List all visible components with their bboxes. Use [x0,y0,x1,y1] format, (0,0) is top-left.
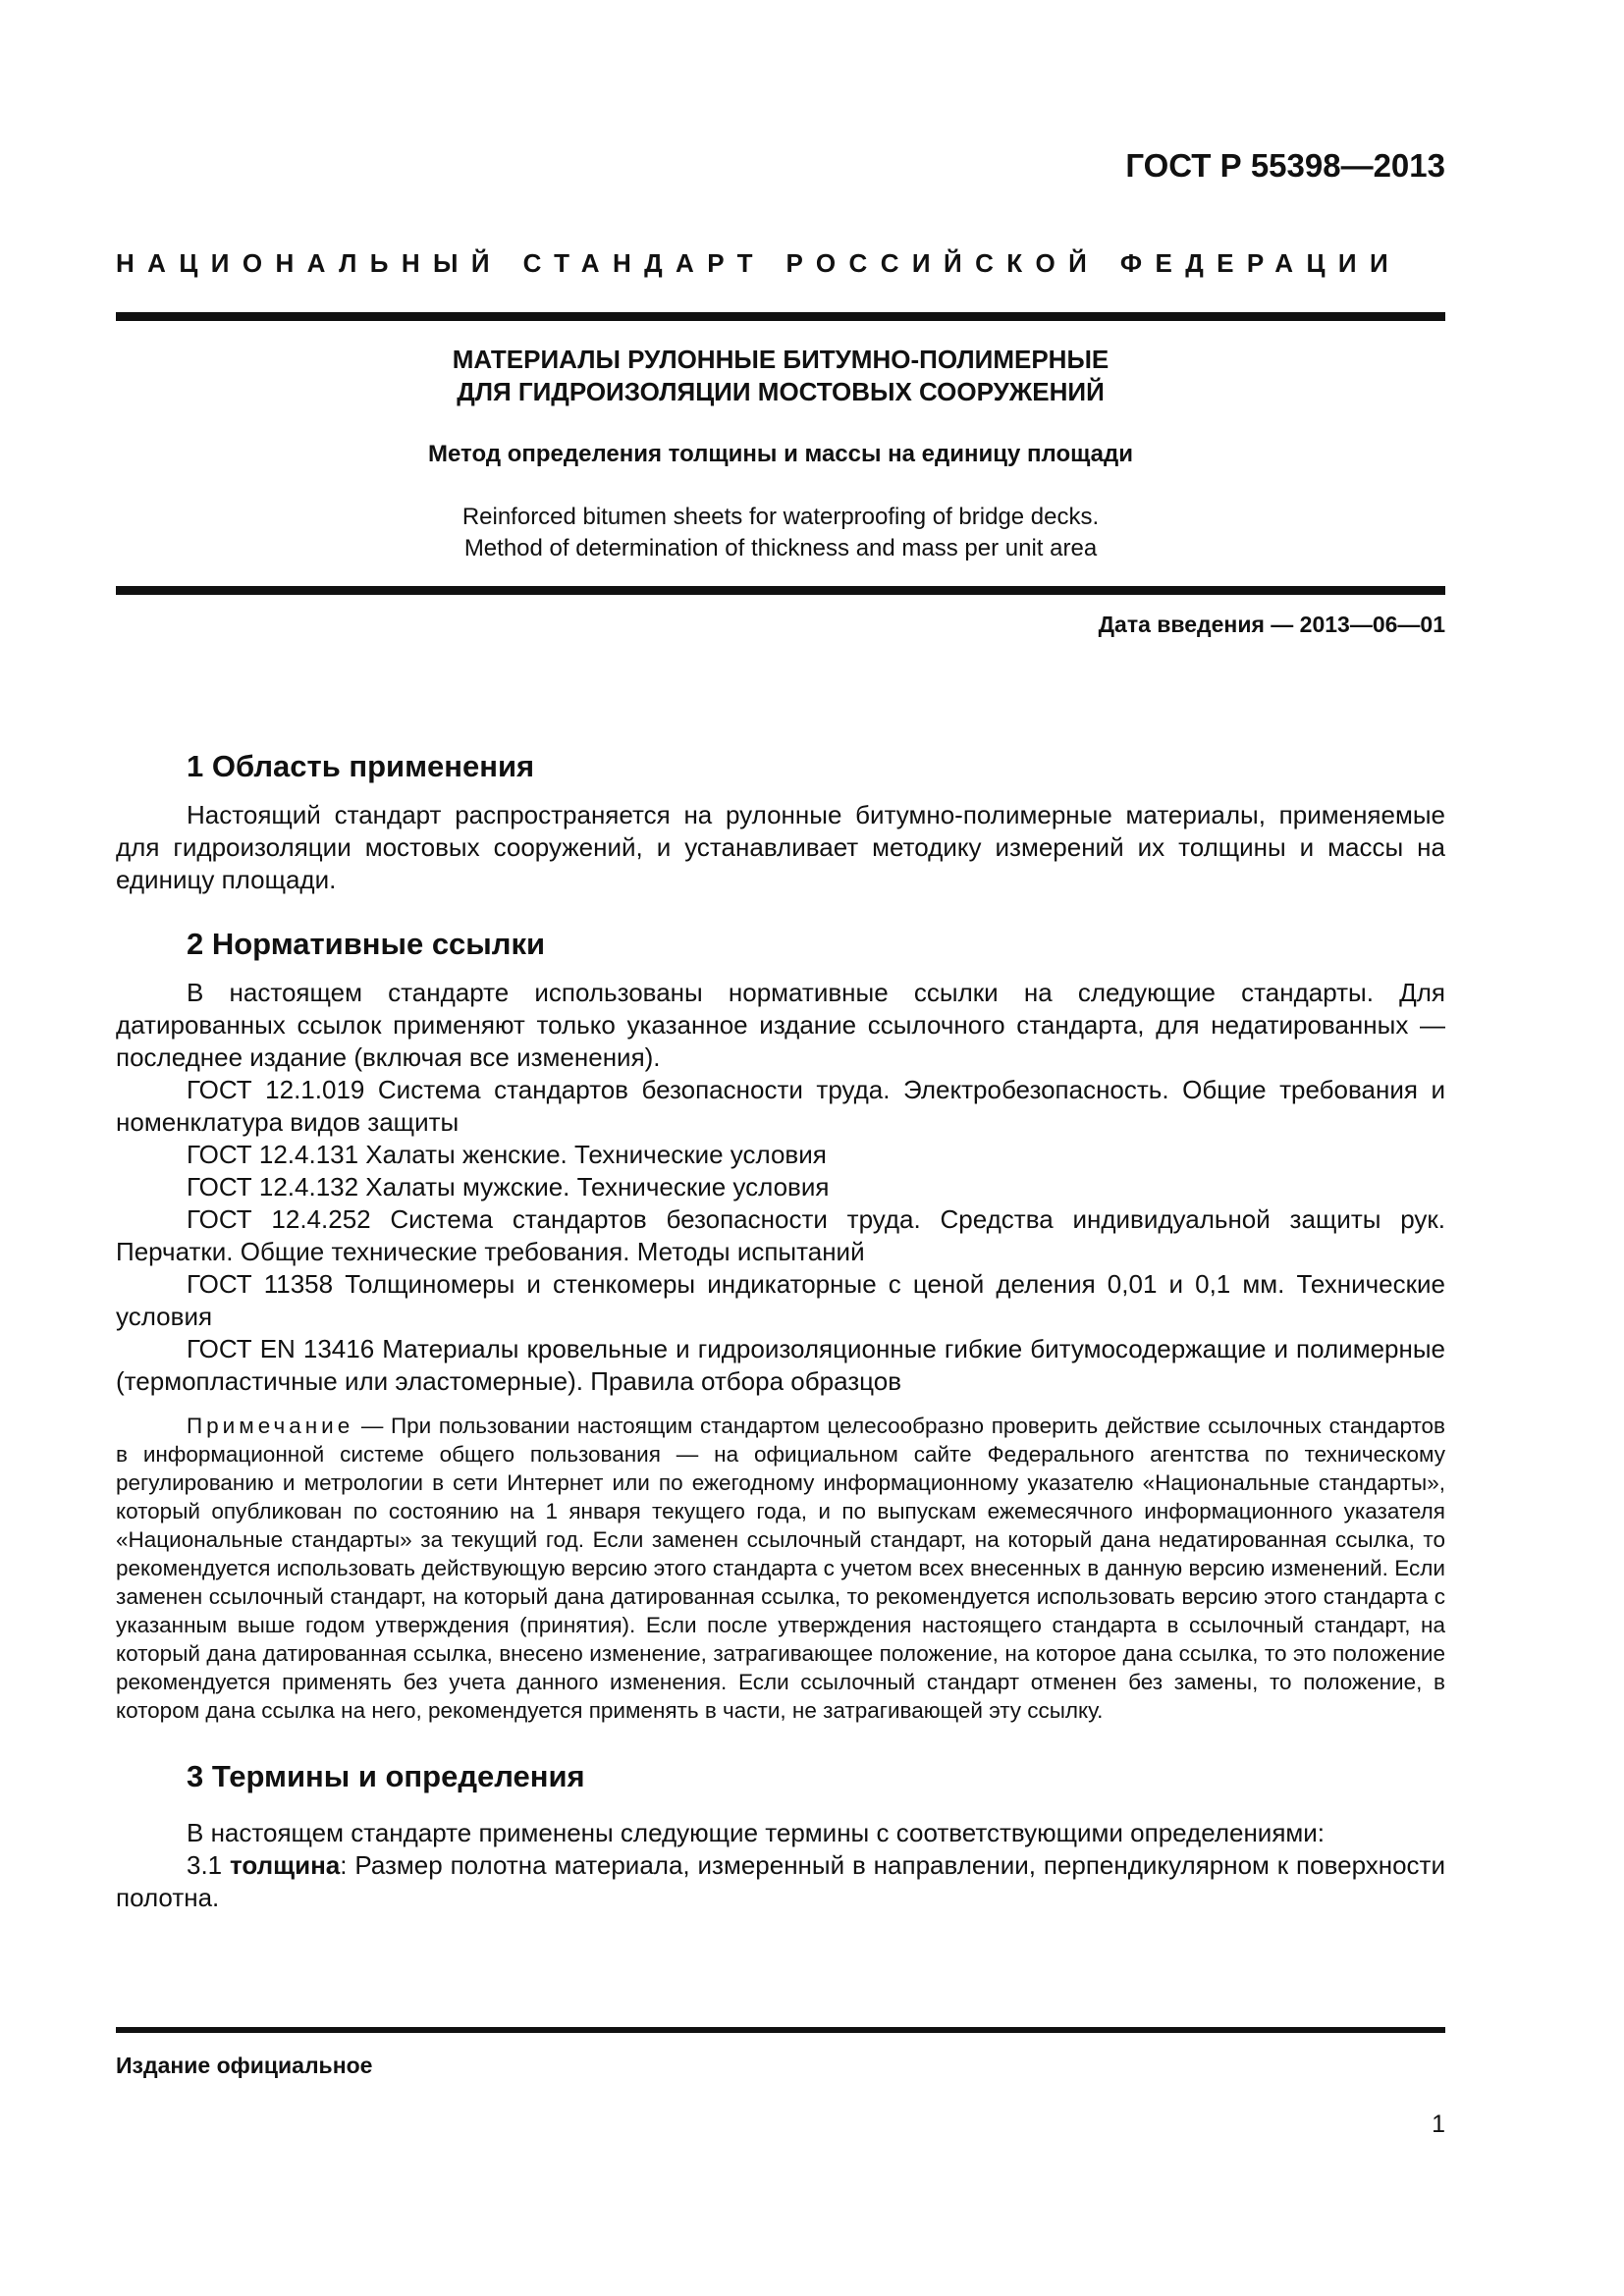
document-page [116,0,1445,2296]
note-text: — При пользовании настоящим стандартом целесообразно проверить действие ссылочных стандартов в информационной системе общего пользования — на официальном сайте Федерального агентства по техническому регулированию и метрологии в сети Интернет или по ежегодному информационному указателю «Национальные стандарты», который опубликован по состоянию на 1 января текущего года, и по выпускам ежемесячного информационного указателя «Национальные стандарты» за текущий год. Если заменен ссылочный стандарт, на который дана недатированная ссылка, то рекомендуется использовать действующую версию этого стандарта с учетом всех внесенных в данную версию изменений. Если заменен ссылочный стандарт, на который дана датированная ссылка, то рекомендуется использовать версию этого стандарта с указанным выше годом утверждения (принятия). Если после утверждения настоящего стандарта в ссылочный стандарт, на который дана датированная ссылка, внесено изменение, затрагивающее положение, на которое дана ссылка, то это положение рекомендуется применять без учета данного изменения. Если ссылочный стандарт отменен без замены, то положение, в котором дана ссылка на него, рекомендуется применять в части, не затрагивающей эту ссылку. [116,1414,1445,1723]
document-body [116,746,1445,1914]
english-title-line-2: Method of determination of thickness and mass per unit area [463,535,1098,561]
section-2-heading: 2 Нормативные ссылки [187,927,546,961]
term-definition [116,1849,1445,1914]
title-divider [116,586,1445,595]
reference-item: ГОСТ EN 13416 Материалы кровельные и гидроизоляционные гибкие битумосодержащие и полимерные (термопластичные или эластомерные). Правила отбора образцов [116,1334,1445,1396]
section-1-heading: 1 Область применения [187,749,535,783]
term-number: 3.1 [187,1850,231,1880]
method-subtitle: Метод определения толщины и массы на единицу площади [428,441,1133,467]
section-1-paragraph: Настоящий стандарт распространяется на рулонные битумно-полимерные материалы, применяемые для гидроизоляции мостовых сооружений, и устанавливает методику измерений их толщины и массы на единицу площади. [116,800,1445,894]
reference-item: ГОСТ 12.4.252 Система стандартов безопасности труда. Средства индивидуальной защиты рук. Перчатки. Общие технические требования. Методы испытаний [116,1204,1445,1266]
term-text: : Размер полотна материала, измеренный в направлении, перпендикулярном к поверхности полотна. [116,1850,1445,1912]
top-divider [116,312,1445,321]
main-title-line-1: МАТЕРИАЛЫ РУЛОННЫЕ БИТУМНО-ПОЛИМЕРНЫЕ [452,345,1110,374]
english-title-line-1: Reinforced bitumen sheets for waterproofing of bridge decks. [461,504,1100,530]
section-3-paragraph: В настоящем стандарте применены следующие термины с соответствующими определениями: [187,1818,1326,1847]
page-number: 1 [1432,2110,1445,2138]
reference-item: ГОСТ 12.1.019 Система стандартов безопасности труда. Электробезопасность. Общие требования и номенклатура видов защиты [116,1075,1445,1137]
section-3-heading: 3 Термины и определения [187,1759,585,1793]
official-edition-label: Издание официальное [116,2053,373,2078]
national-standard-title: НАЦИОНАЛЬНЫЙ СТАНДАРТ РОССИЙСКОЙ ФЕДЕРАЦИИ [116,248,1402,278]
document-number: ГОСТ Р 55398—2013 [1125,147,1445,184]
reference-item: ГОСТ 12.4.131 Халаты женские. Технические условия [187,1140,827,1169]
reference-item: ГОСТ 11358 Толщиномеры и стенкомеры индикаторные с ценой деления 0,01 и 0,1 мм. Технические условия [116,1269,1445,1331]
note-label: Примечание [187,1414,354,1438]
reference-item: ГОСТ 12.4.132 Халаты мужские. Технические условия [187,1172,830,1201]
term-name: толщина [230,1850,341,1880]
footer-divider [116,2027,1445,2033]
main-title-line-2: ДЛЯ ГИДРОИЗОЛЯЦИИ МОСТОВЫХ СООРУЖЕНИЙ [457,377,1105,406]
introduction-date: Дата введения — 2013—06—01 [1098,612,1445,637]
section-2-paragraph: В настоящем стандарте использованы нормативные ссылки на следующие стандарты. Для датированных ссылок применяют только указанное издание ссылочного стандарта, для недатированных — последнее издание (включая все изменения). [116,978,1445,1072]
reference-note [116,1412,1445,1725]
